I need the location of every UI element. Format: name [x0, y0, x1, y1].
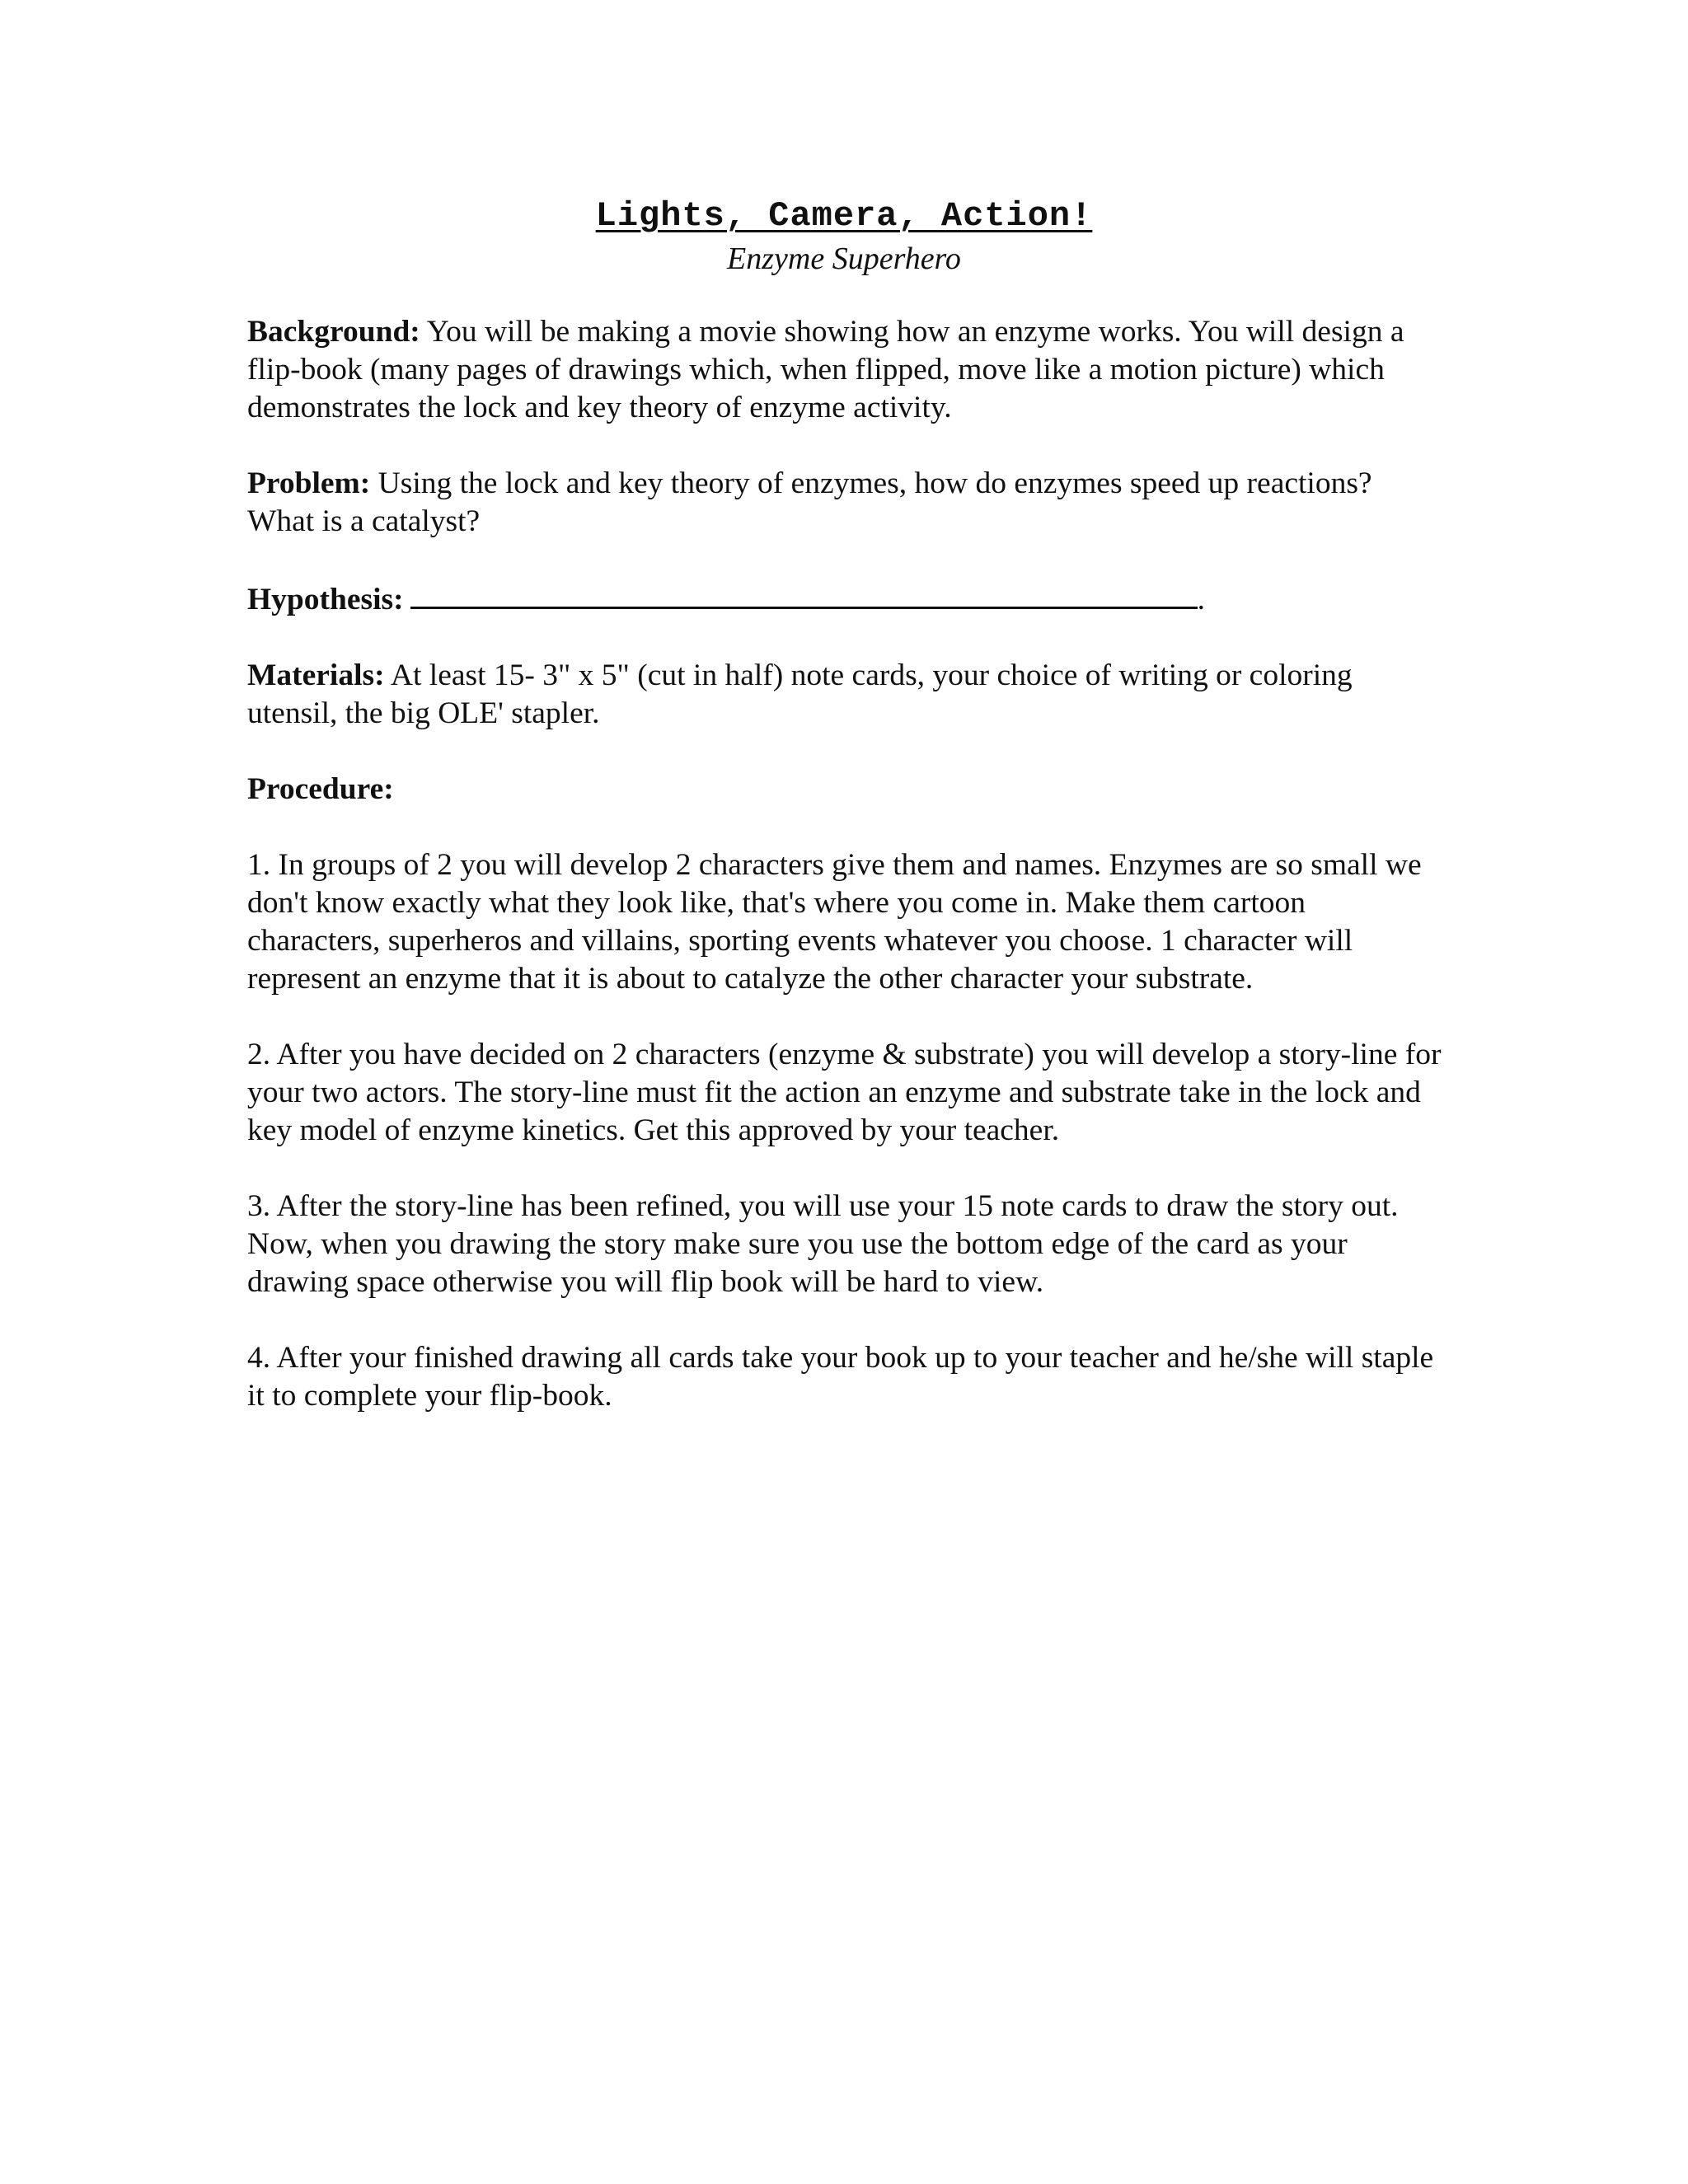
- hypothesis-blank-line[interactable]: [410, 579, 1198, 609]
- procedure-step: 1. In groups of 2 you will develop 2 characters give them and names. Enzymes are so small we don't know exactly what they look like, that's where you come in. Make them cartoon characters, superheros and villains, sporting events whatever you choose. 1 character will represent an enzyme that it is about to catalyze the other character your substrate.: [247, 848, 1422, 996]
- procedure-step: 2. After you have decided on 2 characters (enzyme & substrate) you will develop a story-line for your two actors. The story-line must fit the action an enzyme and substrate take in the lock and key model of enzyme kinetics. Get this approved by your teacher.: [247, 1038, 1442, 1147]
- worksheet-body: [247, 313, 1442, 1453]
- title-block: [0, 194, 1688, 279]
- problem-label: Problem:: [247, 466, 371, 500]
- page-subtitle: Enzyme Superhero: [727, 241, 961, 276]
- problem-text: Using the lock and key theory of enzymes, how do enzymes speed up reactions? What is a catalyst?: [247, 466, 1372, 538]
- page-title: Lights, Camera, Action!: [595, 196, 1093, 236]
- procedure-label: Procedure:: [247, 772, 394, 806]
- background-label: Background:: [247, 315, 420, 349]
- background-section: [247, 313, 1442, 427]
- materials-section: [247, 657, 1442, 733]
- hypothesis-section: [247, 579, 1442, 619]
- background-text: You will be making a movie showing how an enzyme works. You will design a flip-book (many pages of drawings which, when flipped, move like a motion picture) which demonstrates the lock and key theory of enzyme activity.: [247, 315, 1404, 424]
- procedure-step: 4. After your finished drawing all cards take your book up to your teacher and he/she will staple it to complete your flip-book.: [247, 1341, 1434, 1413]
- procedure-step: 3. After the story-line has been refined, you will use your 15 note cards to draw the story out. Now, when you drawing the story make sure you use the bottom edge of the card as your drawing space otherwise you will flip book will be hard to view.: [247, 1189, 1399, 1299]
- procedure-heading: [247, 771, 1442, 808]
- problem-section: [247, 465, 1442, 541]
- hypothesis-period: .: [1197, 583, 1205, 616]
- materials-label: Materials:: [247, 658, 385, 692]
- materials-text: At least 15- 3" x 5" (cut in half) note cards, your choice of writing or coloring utensil, the big OLE' stapler.: [247, 658, 1353, 730]
- hypothesis-label: Hypothesis:: [247, 583, 404, 616]
